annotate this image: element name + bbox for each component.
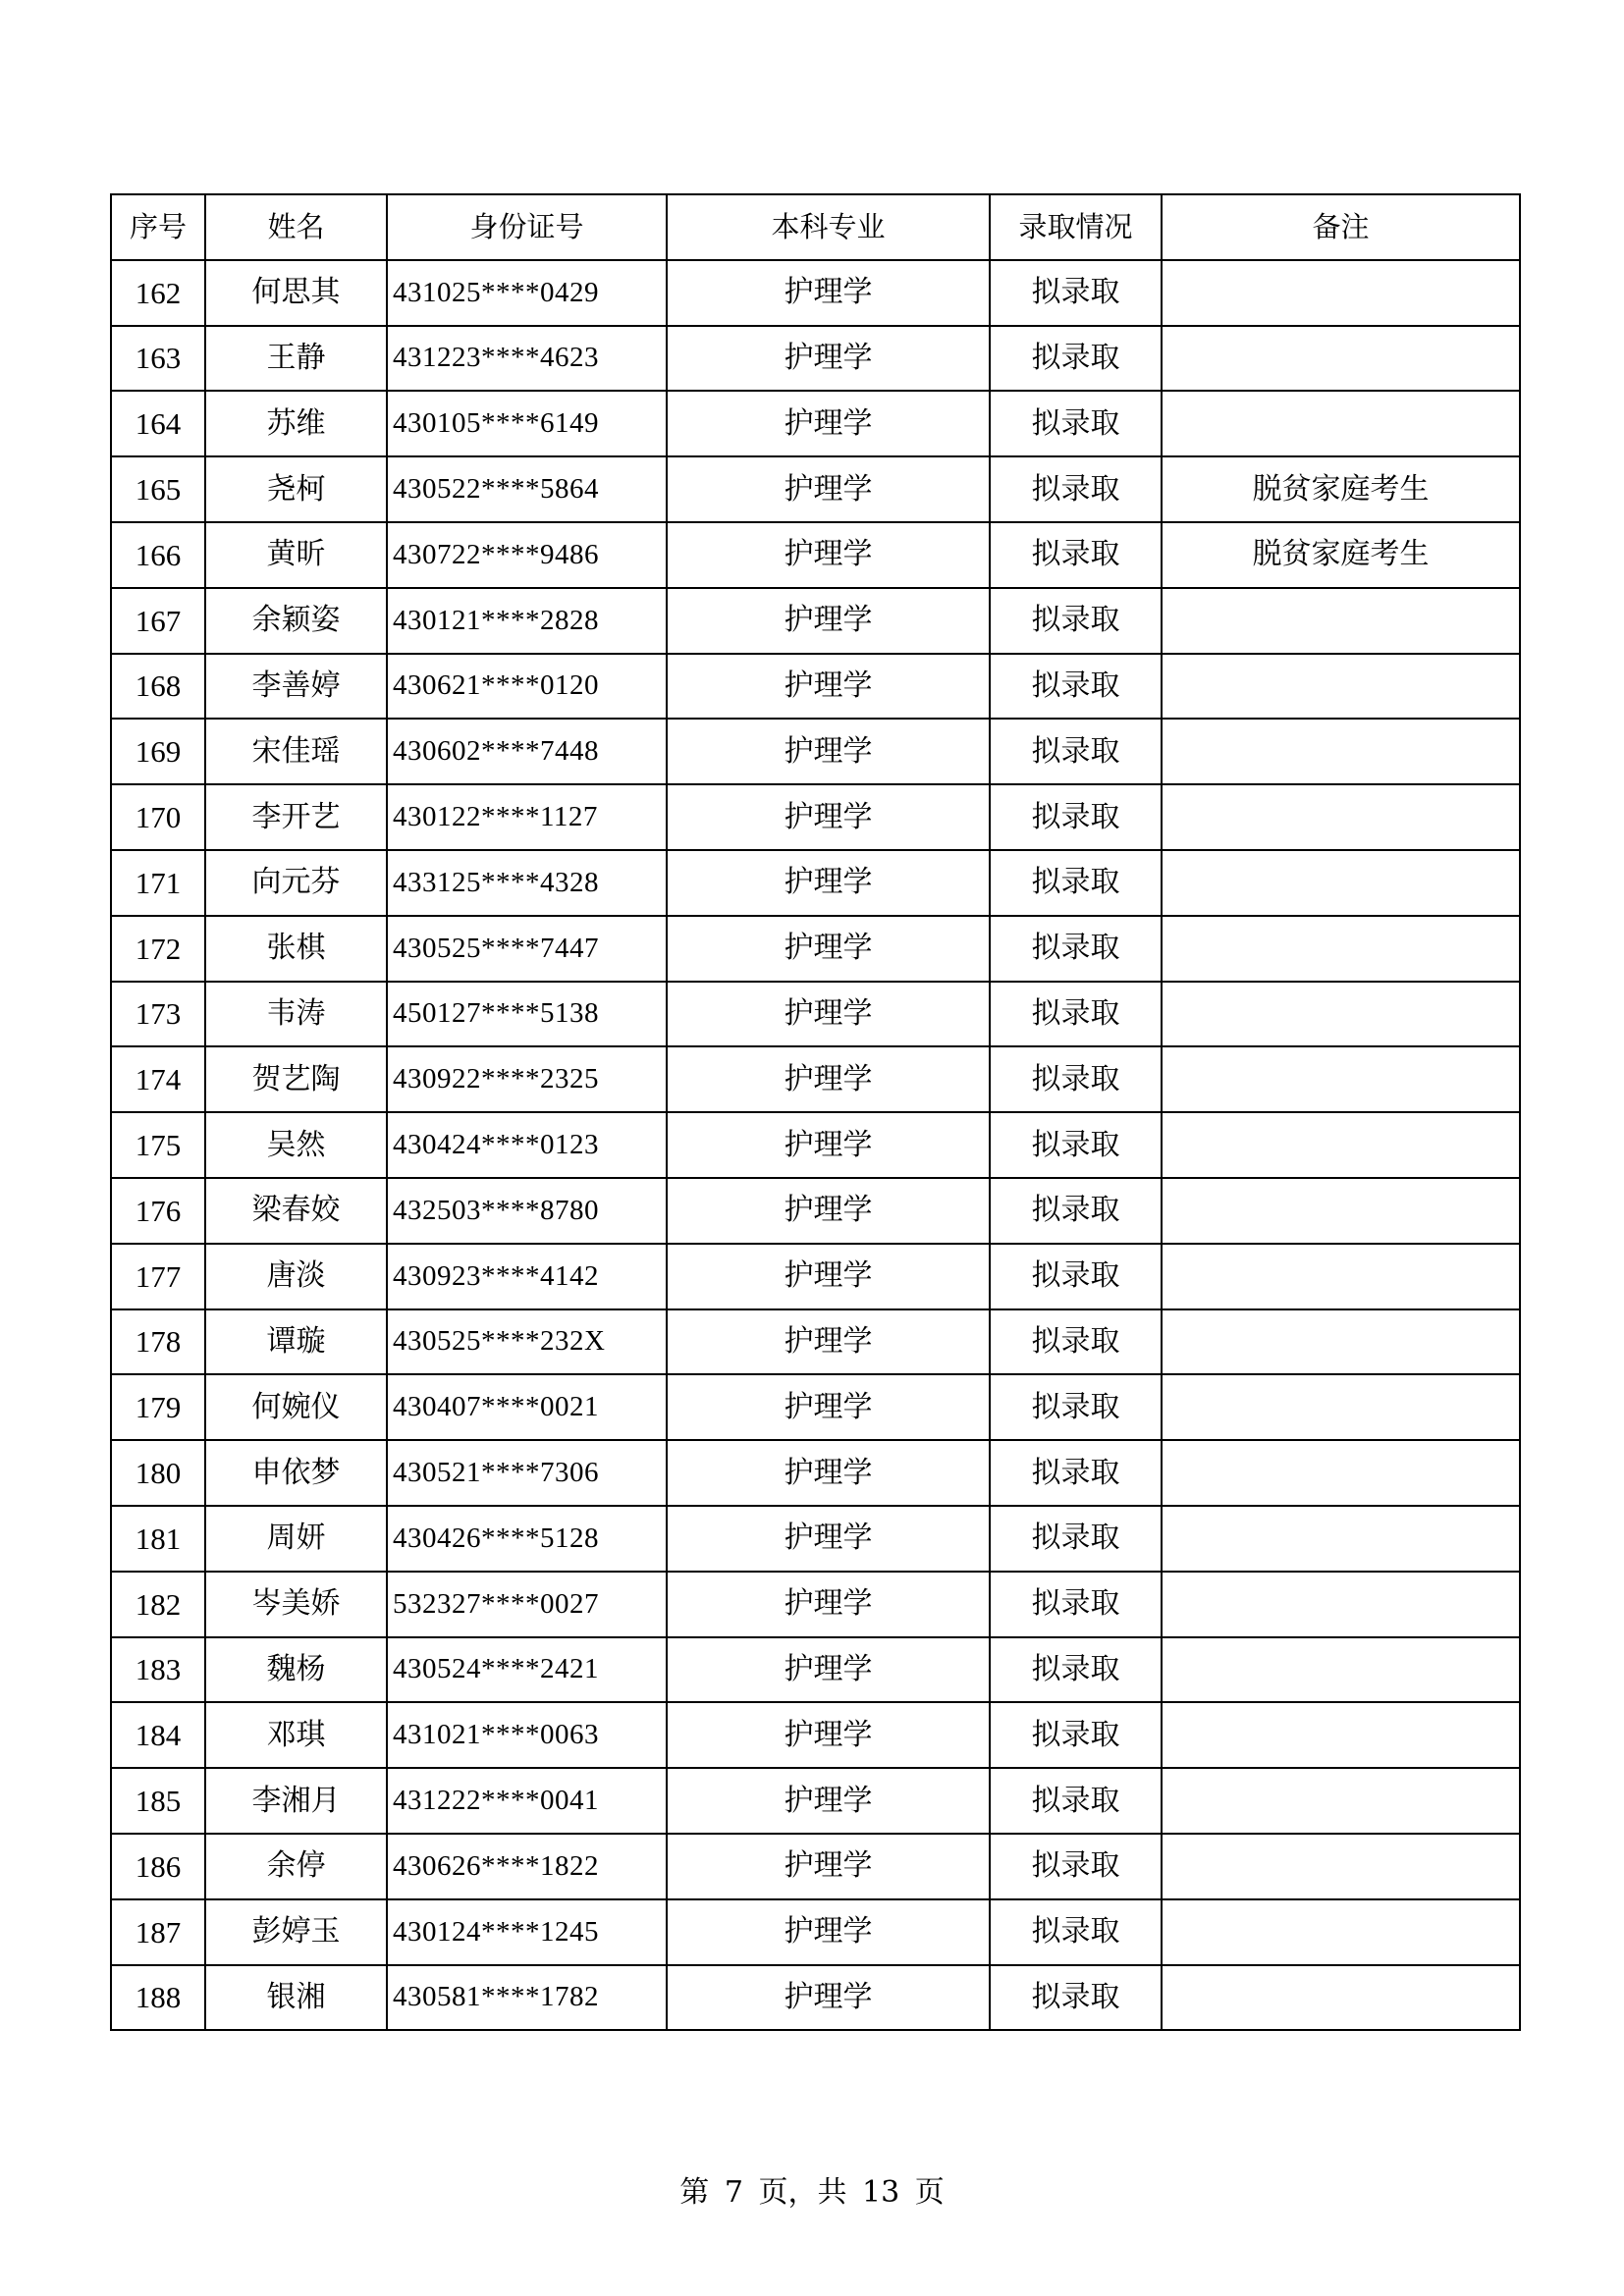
cell-major: 护理学 [667, 916, 990, 982]
cell-id-number: 430722****9486 [387, 522, 667, 588]
cell-name: 黄昕 [205, 522, 387, 588]
cell-name: 梁春姣 [205, 1178, 387, 1244]
cell-major: 护理学 [667, 260, 990, 326]
header-seq: 序号 [111, 194, 205, 260]
cell-name: 余停 [205, 1834, 387, 1899]
cell-remark [1162, 1309, 1520, 1375]
cell-seq: 171 [111, 850, 205, 916]
cell-major: 护理学 [667, 982, 990, 1047]
cell-status: 拟录取 [990, 850, 1162, 916]
cell-status: 拟录取 [990, 1046, 1162, 1112]
cell-major: 护理学 [667, 1637, 990, 1703]
table-row [111, 719, 1520, 784]
cell-remark [1162, 1637, 1520, 1703]
cell-remark: 脱贫家庭考生 [1162, 456, 1520, 522]
table-row [111, 654, 1520, 720]
cell-name: 魏杨 [205, 1637, 387, 1703]
cell-id-number: 430621****0120 [387, 654, 667, 720]
cell-major: 护理学 [667, 1506, 990, 1572]
table-row [111, 522, 1520, 588]
cell-remark [1162, 784, 1520, 850]
cell-status: 拟录取 [990, 1309, 1162, 1375]
table-row [111, 1374, 1520, 1440]
cell-remark [1162, 1572, 1520, 1637]
cell-name: 王静 [205, 326, 387, 392]
cell-name: 韦涛 [205, 982, 387, 1047]
table-row [111, 982, 1520, 1047]
cell-status: 拟录取 [990, 456, 1162, 522]
cell-major: 护理学 [667, 1899, 990, 1965]
cell-major: 护理学 [667, 588, 990, 654]
cell-remark [1162, 1506, 1520, 1572]
header-id: 身份证号 [387, 194, 667, 260]
cell-id-number: 431021****0063 [387, 1702, 667, 1768]
cell-seq: 166 [111, 522, 205, 588]
cell-major: 护理学 [667, 719, 990, 784]
cell-id-number: 431222****0041 [387, 1768, 667, 1834]
cell-major: 护理学 [667, 1768, 990, 1834]
cell-seq: 174 [111, 1046, 205, 1112]
cell-status: 拟录取 [990, 1112, 1162, 1178]
table-row [111, 850, 1520, 916]
cell-remark [1162, 391, 1520, 456]
header-major: 本科专业 [667, 194, 990, 260]
cell-seq: 184 [111, 1702, 205, 1768]
cell-status: 拟录取 [990, 1440, 1162, 1506]
cell-name: 彭婷玉 [205, 1899, 387, 1965]
cell-status: 拟录取 [990, 1965, 1162, 2031]
table-header-row [111, 194, 1520, 260]
cell-status: 拟录取 [990, 1506, 1162, 1572]
cell-status: 拟录取 [990, 260, 1162, 326]
table-row [111, 1834, 1520, 1899]
cell-status: 拟录取 [990, 654, 1162, 720]
cell-name: 苏维 [205, 391, 387, 456]
table-row [111, 456, 1520, 522]
cell-seq: 186 [111, 1834, 205, 1899]
cell-id-number: 430602****7448 [387, 719, 667, 784]
cell-seq: 176 [111, 1178, 205, 1244]
cell-name: 谭璇 [205, 1309, 387, 1375]
table-row [111, 1178, 1520, 1244]
cell-name: 周妍 [205, 1506, 387, 1572]
cell-major: 护理学 [667, 850, 990, 916]
cell-status: 拟录取 [990, 1768, 1162, 1834]
cell-status: 拟录取 [990, 784, 1162, 850]
cell-id-number: 433125****4328 [387, 850, 667, 916]
cell-id-number: 430522****5864 [387, 456, 667, 522]
cell-major: 护理学 [667, 1374, 990, 1440]
table-row [111, 1572, 1520, 1637]
cell-major: 护理学 [667, 1965, 990, 2031]
cell-remark [1162, 1440, 1520, 1506]
cell-name: 何婉仪 [205, 1374, 387, 1440]
cell-seq: 185 [111, 1768, 205, 1834]
cell-status: 拟录取 [990, 1834, 1162, 1899]
cell-name: 李湘月 [205, 1768, 387, 1834]
table-body [111, 260, 1520, 2031]
header-remark: 备注 [1162, 194, 1520, 260]
cell-remark [1162, 326, 1520, 392]
cell-id-number: 432503****8780 [387, 1178, 667, 1244]
table-row [111, 1899, 1520, 1965]
cell-id-number: 430105****6149 [387, 391, 667, 456]
cell-remark [1162, 1112, 1520, 1178]
cell-status: 拟录取 [990, 1374, 1162, 1440]
cell-id-number: 450127****5138 [387, 982, 667, 1047]
admission-table [110, 193, 1521, 2031]
table-row [111, 916, 1520, 982]
cell-seq: 164 [111, 391, 205, 456]
cell-seq: 163 [111, 326, 205, 392]
cell-status: 拟录取 [990, 1178, 1162, 1244]
cell-seq: 175 [111, 1112, 205, 1178]
cell-remark [1162, 654, 1520, 720]
cell-seq: 180 [111, 1440, 205, 1506]
cell-remark: 脱贫家庭考生 [1162, 522, 1520, 588]
cell-major: 护理学 [667, 1440, 990, 1506]
table-row [111, 1046, 1520, 1112]
cell-remark [1162, 1702, 1520, 1768]
cell-seq: 181 [111, 1506, 205, 1572]
cell-name: 邓琪 [205, 1702, 387, 1768]
cell-status: 拟录取 [990, 391, 1162, 456]
cell-remark [1162, 260, 1520, 326]
admission-table-container [110, 193, 1519, 2031]
table-row [111, 1440, 1520, 1506]
cell-seq: 172 [111, 916, 205, 982]
cell-remark [1162, 1899, 1520, 1965]
table-row [111, 588, 1520, 654]
cell-name: 尧柯 [205, 456, 387, 522]
cell-seq: 177 [111, 1244, 205, 1309]
cell-major: 护理学 [667, 654, 990, 720]
cell-id-number: 430426****5128 [387, 1506, 667, 1572]
cell-id-number: 532327****0027 [387, 1572, 667, 1637]
cell-status: 拟录取 [990, 1899, 1162, 1965]
cell-status: 拟录取 [990, 326, 1162, 392]
cell-major: 护理学 [667, 391, 990, 456]
cell-major: 护理学 [667, 522, 990, 588]
cell-id-number: 430122****1127 [387, 784, 667, 850]
cell-seq: 179 [111, 1374, 205, 1440]
cell-name: 李开艺 [205, 784, 387, 850]
cell-remark [1162, 982, 1520, 1047]
cell-major: 护理学 [667, 456, 990, 522]
table-row [111, 1244, 1520, 1309]
cell-id-number: 430581****1782 [387, 1965, 667, 2031]
cell-id-number: 430524****2421 [387, 1637, 667, 1703]
table-row [111, 784, 1520, 850]
cell-seq: 188 [111, 1965, 205, 2031]
cell-seq: 173 [111, 982, 205, 1047]
cell-id-number: 430525****7447 [387, 916, 667, 982]
cell-major: 护理学 [667, 1834, 990, 1899]
cell-major: 护理学 [667, 784, 990, 850]
cell-status: 拟录取 [990, 719, 1162, 784]
cell-name: 何思其 [205, 260, 387, 326]
table-row [111, 1637, 1520, 1703]
cell-id-number: 430525****232X [387, 1309, 667, 1375]
cell-status: 拟录取 [990, 1572, 1162, 1637]
cell-name: 唐淡 [205, 1244, 387, 1309]
table-row [111, 1768, 1520, 1834]
cell-name: 向元芬 [205, 850, 387, 916]
cell-name: 宋佳瑶 [205, 719, 387, 784]
cell-seq: 162 [111, 260, 205, 326]
cell-status: 拟录取 [990, 522, 1162, 588]
cell-remark [1162, 1374, 1520, 1440]
cell-id-number: 430407****0021 [387, 1374, 667, 1440]
cell-name: 岑美娇 [205, 1572, 387, 1637]
cell-name: 贺艺陶 [205, 1046, 387, 1112]
cell-remark [1162, 1965, 1520, 2031]
cell-name: 银湘 [205, 1965, 387, 2031]
cell-id-number: 430124****1245 [387, 1899, 667, 1965]
cell-major: 护理学 [667, 1244, 990, 1309]
header-status: 录取情况 [990, 194, 1162, 260]
cell-seq: 167 [111, 588, 205, 654]
table-row [111, 391, 1520, 456]
cell-major: 护理学 [667, 1112, 990, 1178]
cell-status: 拟录取 [990, 916, 1162, 982]
table-row [111, 1309, 1520, 1375]
cell-major: 护理学 [667, 1046, 990, 1112]
table-row [111, 1112, 1520, 1178]
cell-status: 拟录取 [990, 1702, 1162, 1768]
page-footer: 第 7 页，共 13 页 [679, 2175, 945, 2210]
cell-seq: 168 [111, 654, 205, 720]
cell-remark [1162, 1046, 1520, 1112]
cell-seq: 170 [111, 784, 205, 850]
table-row [111, 326, 1520, 392]
cell-id-number: 431223****4623 [387, 326, 667, 392]
cell-seq: 165 [111, 456, 205, 522]
cell-remark [1162, 588, 1520, 654]
cell-name: 李善婷 [205, 654, 387, 720]
cell-name: 张棋 [205, 916, 387, 982]
table-row [111, 260, 1520, 326]
cell-id-number: 430922****2325 [387, 1046, 667, 1112]
cell-seq: 182 [111, 1572, 205, 1637]
cell-remark [1162, 850, 1520, 916]
cell-id-number: 430424****0123 [387, 1112, 667, 1178]
cell-seq: 178 [111, 1309, 205, 1375]
cell-name: 余颖姿 [205, 588, 387, 654]
cell-major: 护理学 [667, 1309, 990, 1375]
cell-status: 拟录取 [990, 1637, 1162, 1703]
cell-remark [1162, 1834, 1520, 1899]
cell-status: 拟录取 [990, 588, 1162, 654]
cell-id-number: 430521****7306 [387, 1440, 667, 1506]
cell-remark [1162, 719, 1520, 784]
table-row [111, 1506, 1520, 1572]
cell-major: 护理学 [667, 1572, 990, 1637]
table-row [111, 1702, 1520, 1768]
cell-major: 护理学 [667, 1702, 990, 1768]
cell-seq: 183 [111, 1637, 205, 1703]
cell-remark [1162, 1768, 1520, 1834]
cell-name: 吴然 [205, 1112, 387, 1178]
cell-name: 申依梦 [205, 1440, 387, 1506]
cell-id-number: 430923****4142 [387, 1244, 667, 1309]
cell-major: 护理学 [667, 326, 990, 392]
cell-remark [1162, 916, 1520, 982]
cell-remark [1162, 1244, 1520, 1309]
cell-seq: 169 [111, 719, 205, 784]
cell-remark [1162, 1178, 1520, 1244]
cell-id-number: 430121****2828 [387, 588, 667, 654]
cell-seq: 187 [111, 1899, 205, 1965]
header-name: 姓名 [205, 194, 387, 260]
cell-major: 护理学 [667, 1178, 990, 1244]
cell-status: 拟录取 [990, 982, 1162, 1047]
cell-id-number: 431025****0429 [387, 260, 667, 326]
table-row [111, 1965, 1520, 2031]
cell-id-number: 430626****1822 [387, 1834, 667, 1899]
cell-status: 拟录取 [990, 1244, 1162, 1309]
